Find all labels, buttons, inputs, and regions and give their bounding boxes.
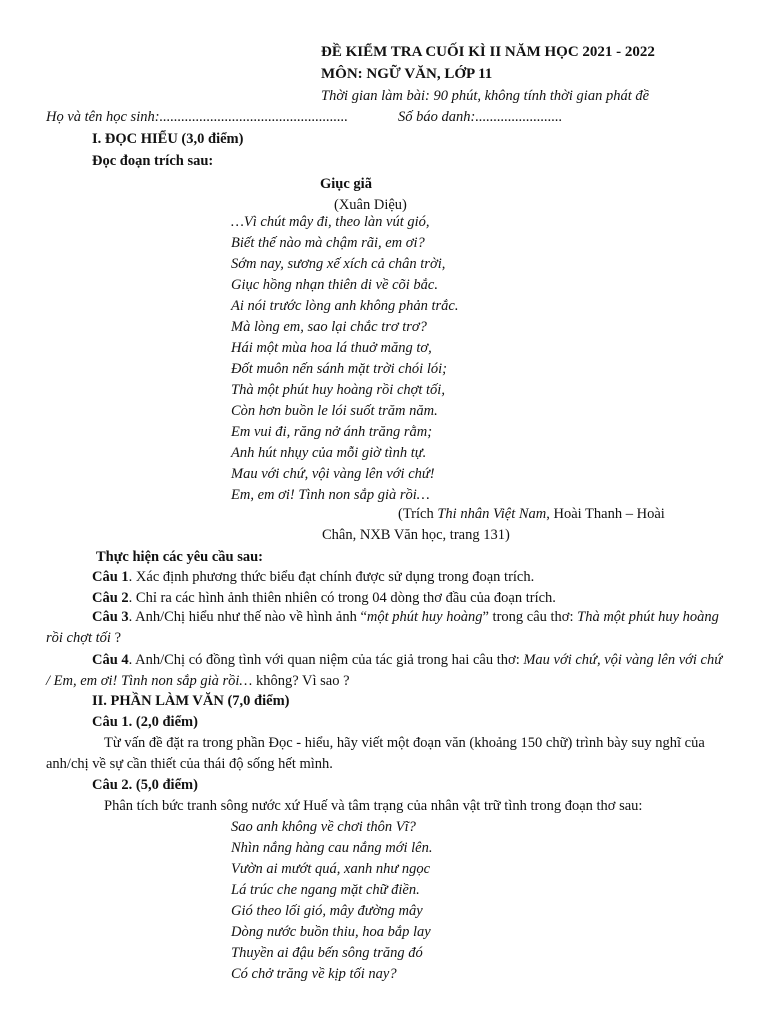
- question-text: ” trong câu thơ:: [482, 609, 578, 625]
- poem-source-line1: [398, 504, 665, 524]
- poem-line: …Vì chút mây đi, theo làn vút gió,: [231, 214, 430, 230]
- source-rest1: , Hoài Thanh – Hoài: [546, 506, 665, 522]
- poem-line: Mà lòng em, sao lại chắc trơ trơ?: [231, 319, 427, 335]
- poem-line: Sao anh không về chơi thôn Vĩ?: [231, 819, 416, 835]
- poem-line: Sớm nay, sương xế xích cả chân trời,: [231, 256, 446, 272]
- poem-giuc-gia: [231, 212, 459, 506]
- question-text: . Chỉ ra các hình ảnh thiên nhiên có trong 04 dòng thơ đầu của đoạn trích.: [128, 590, 556, 606]
- poem-line: Thuyền ai đậu bến sông trăng đó: [231, 945, 423, 961]
- student-name-line: Họ và tên học sinh:....................................................: [46, 109, 349, 125]
- exam-title: ĐỀ KIỂM TRA CUỐI KÌ II NĂM HỌC 2021 - 2022: [321, 44, 655, 60]
- poem-line: Còn hơn buồn le lói suốt trăm năm.: [231, 403, 438, 419]
- question-end: không? Vì sao ?: [252, 673, 350, 689]
- student-id-line: Số báo danh:........................: [398, 109, 563, 125]
- question-2: [92, 588, 556, 608]
- poem-line: Có chở trăng về kịp tối nay?: [231, 966, 397, 982]
- poem-line: Biết thế nào mà chậm rãi, em ơi?: [231, 235, 425, 251]
- question-label: Câu 1: [92, 569, 129, 585]
- essay-q1-heading: Câu 1. (2,0 điểm): [92, 714, 198, 730]
- poem-line: Thà một phút huy hoàng rồi chợt tối,: [231, 382, 445, 398]
- question-label: Câu 2: [92, 590, 129, 606]
- poem-line: Gió theo lối gió, mây đường mây: [231, 903, 423, 919]
- subject-line: MÔN: NGỮ VĂN, LỚP 11: [321, 66, 493, 82]
- part2-heading: II. PHẦN LÀM VĂN (7,0 điểm): [92, 693, 290, 709]
- poem-line: Mau với chứ, vội vàng lên với chứ!: [231, 466, 435, 482]
- question-text: . Anh/Chị có đồng tình với quan niệm của tác giả trong hai câu thơ:: [128, 652, 524, 668]
- poem-line: Lá trúc che ngang mặt chữ điền.: [231, 882, 420, 898]
- question-4: [46, 650, 726, 692]
- time-line: Thời gian làm bài: 90 phút, không tính thời gian phát đề: [321, 88, 650, 104]
- poem-thon-vi: [231, 817, 432, 985]
- question-end: ?: [110, 630, 121, 646]
- poem-author: (Xuân Diệu): [334, 197, 407, 213]
- poem-line: Em, em ơi! Tình non sắp già rồi…: [231, 487, 430, 503]
- question-verse: Mau với chứ, vội vàng lên với chứ / Em, em ơi! Tình non sắp già rồi…: [46, 652, 723, 689]
- question-label: Câu 3: [92, 609, 129, 625]
- tasks-heading: Thực hiện các yêu cầu sau:: [96, 549, 263, 565]
- poem-line: Hái một mùa hoa lá thuở măng tơ,: [231, 340, 432, 356]
- question-text: . Xác định phương thức biểu đạt chính được sử dụng trong đoạn trích.: [128, 569, 535, 585]
- question-quote: một phút huy hoàng: [366, 609, 483, 625]
- poem-line: Nhìn nắng hàng cau nắng mới lên.: [231, 840, 433, 856]
- part1-heading: I. ĐỌC HIỂU (3,0 điểm): [92, 131, 244, 147]
- poem-line: Đốt muôn nến sánh mặt trời chói lói;: [231, 361, 447, 377]
- question-3: [46, 607, 726, 649]
- poem-title: Giục giã: [320, 176, 372, 192]
- reading-instruction: Đọc đoạn trích sau:: [92, 153, 214, 169]
- question-label: Câu 4: [92, 652, 129, 668]
- essay-q1-text: Từ vấn đề đặt ra trong phần Đọc - hiểu, hãy viết một đoạn văn (khoảng 150 chữ) trình bày suy nghĩ của anh/chị về sự cần thiết của thái độ sống hết mình.: [46, 735, 705, 772]
- poem-line: Giục hồng nhạn thiên di về cõi bắc.: [231, 277, 438, 293]
- poem-line: Ai nói trước lòng anh không phản trắc.: [231, 298, 459, 314]
- poem-source-line2: Chân, NXB Văn học, trang 131): [322, 527, 510, 543]
- question-verse: Thà một phút huy hoàng rồi chợt tối: [46, 609, 719, 646]
- source-book: Thi nhân Việt Nam: [437, 506, 547, 522]
- essay-q2-heading: Câu 2. (5,0 điểm): [92, 777, 198, 793]
- poem-line: Vườn ai mướt quá, xanh như ngọc: [231, 861, 431, 877]
- poem-line: Em vui đi, răng nở ánh trăng rằm;: [231, 424, 433, 440]
- essay-q2-text: Phân tích bức tranh sông nước xứ Huế và tâm trạng của nhân vật trữ tình trong đoạn thơ sau:: [104, 798, 643, 814]
- poem-line: Anh hút nhụy của mỗi giờ tình tự.: [231, 445, 427, 461]
- source-prefix: (Trích: [398, 506, 438, 522]
- question-text: . Anh/Chị hiểu như thế nào về hình ảnh “: [128, 609, 367, 625]
- question-1: [92, 567, 534, 587]
- poem-line: Dòng nước buồn thiu, hoa bắp lay: [231, 924, 431, 940]
